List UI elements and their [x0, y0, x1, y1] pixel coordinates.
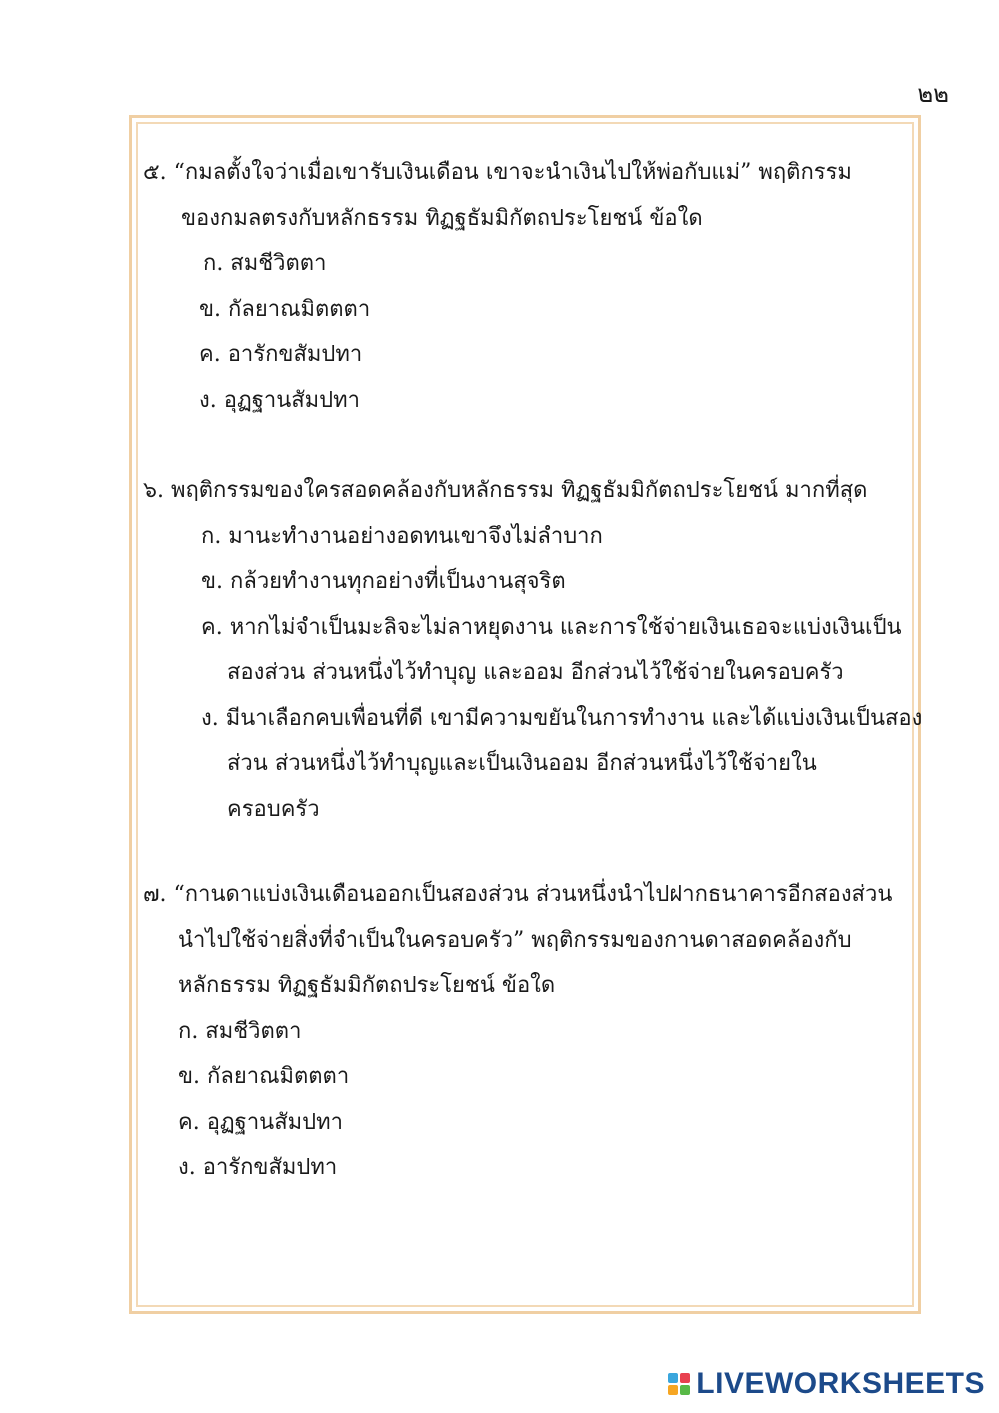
- question-7-choice-a[interactable]: ก. สมชีวิตตา: [178, 1018, 302, 1044]
- question-6: [143, 468, 922, 832]
- page-number: ๒๒: [917, 80, 949, 108]
- question-6-line-1: ๖. พฤติกรรมของใครสอดคล้องกับหลักธรรม ทิฏฐธัมมิกัตถประโยชน์ มากที่สุด: [143, 478, 868, 503]
- question-6-choice-a[interactable]: ก. มานะทำงานอย่างอดทนเขาจึงไม่ลำบาก: [201, 523, 603, 549]
- logo-grid-icon: [668, 1373, 690, 1395]
- question-6-choice-c-line-2: สองส่วน ส่วนหนึ่งไว้ทำบุญ และออม อีกส่วนไว้ใช้จ่ายในครอบครัว: [227, 660, 844, 685]
- question-6-choice-b[interactable]: ข. กล้วยทำงานทุกอย่างที่เป็นงานสุจริต: [201, 569, 566, 594]
- logo-text: LIVEWORKSHEETS: [696, 1367, 985, 1400]
- question-5-line-1: ๕. “กมลตั้งใจว่าเมื่อเขารับเงินเดือน เขาจะนำเงินไปให้พ่อกับแม่” พฤติกรรม: [143, 160, 852, 185]
- question-7: [143, 872, 892, 1191]
- question-5-line-2: ของกมลตรงกับหลักธรรม ทิฏฐธัมมิกัตถประโยชน์ ข้อใด: [181, 205, 703, 231]
- question-5-choice-d[interactable]: ง. อุฏฐานสัมปทา: [199, 387, 360, 413]
- question-7-line-3: หลักธรรม ทิฏฐธัมมิกัตถประโยชน์ ข้อใด: [178, 973, 556, 998]
- question-6-choice-d-line-1[interactable]: ง. มีนาเลือกคบเพื่อนที่ดี เขามีความขยันในการทำงาน และได้แบ่งเงินเป็นสอง: [201, 705, 923, 731]
- liveworksheets-logo[interactable]: [668, 1367, 985, 1401]
- question-6-choice-d-line-2: ส่วน ส่วนหนึ่งไว้ทำบุญและเป็นเงินออม อีกส่วนหนึ่งไว้ใช้จ่ายใน: [227, 751, 817, 776]
- question-5-choice-b[interactable]: ข. กัลยาณมิตตตา: [199, 296, 371, 322]
- question-7-line-1: ๗. “กานดาแบ่งเงินเดือนออกเป็นสองส่วน ส่วนหนึ่งนำไปฝากธนาคารอีกสองส่วน: [143, 882, 893, 907]
- question-6-choice-c-line-1[interactable]: ค. หากไม่จำเป็นมะลิจะไม่ลาหยุดงาน และการใช้จ่ายเงินเธอจะแบ่งเงินเป็น: [201, 614, 902, 640]
- question-6-choice-d-line-3: ครอบครัว: [227, 796, 320, 822]
- question-7-choice-c[interactable]: ค. อุฏฐานสัมปทา: [178, 1109, 343, 1135]
- question-7-choice-b[interactable]: ข. กัลยาณมิตตตา: [178, 1064, 350, 1089]
- question-5-choice-a[interactable]: ก. สมชีวิตตา: [203, 251, 327, 276]
- question-5-choice-c[interactable]: ค. อารักขสัมปทา: [199, 342, 363, 367]
- question-7-line-2: นำไปใช้จ่ายสิ่งที่จำเป็นในครอบครัว” พฤติกรรมของกานดาสอดคล้องกับ: [178, 927, 852, 953]
- question-5: [143, 150, 852, 423]
- question-7-choice-d[interactable]: ง. อารักขสัมปทา: [178, 1155, 338, 1180]
